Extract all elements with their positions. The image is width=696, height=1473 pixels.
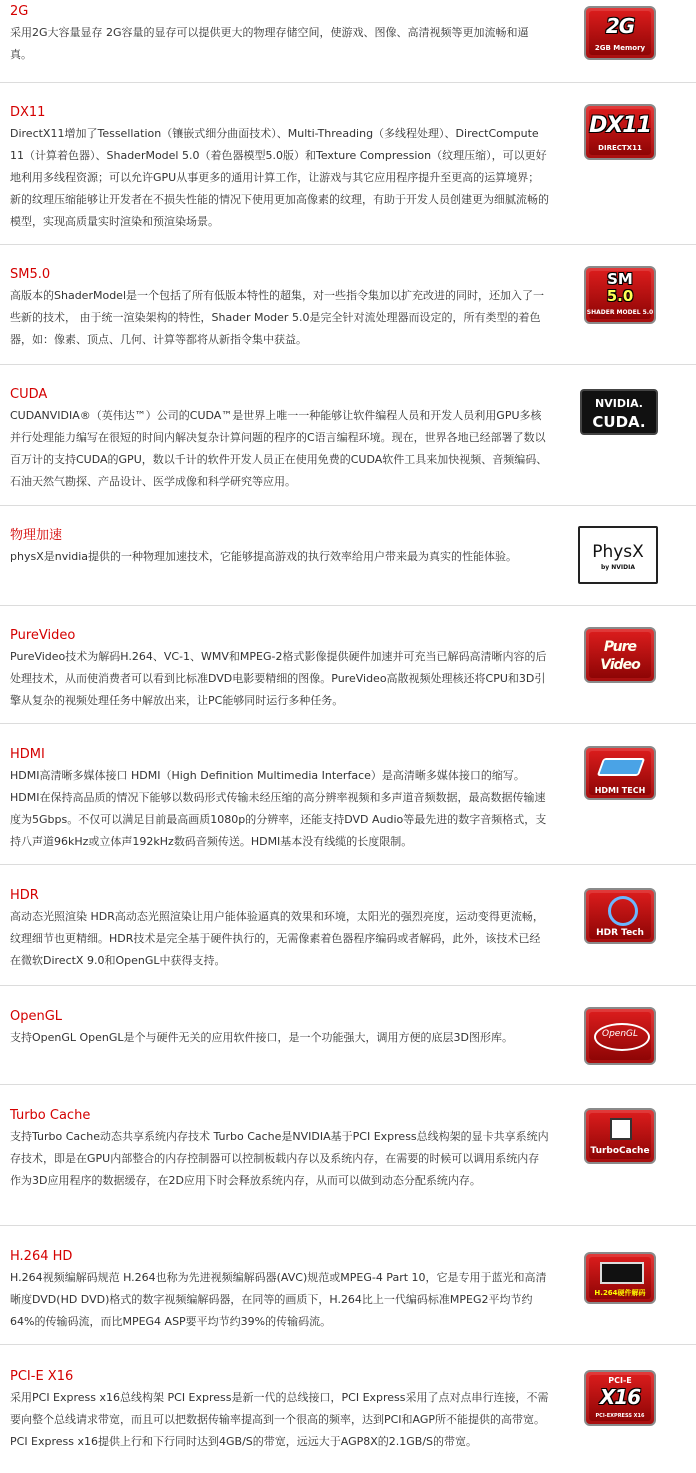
feature-cuda	[0, 385, 696, 505]
feature-description: physX是nvidia提供的一种物理加速技术，它能够提高游戏的执行效率给用户带来最为真实的性能体验。	[10, 550, 518, 563]
feature-title: CUDA	[10, 387, 48, 402]
feature-description: PureVideo技术为解码H.264、VC-1、WMV和MPEG-2格式影像提供硬件加速并可充当已解码高清晰内容的后处理技术，从而使消费者可以看到比标准DVD电影要精细的图像。PureVideo高散视频处理核还将CPU和3D引擎从复杂的视频处理任务中解放出来，让PC能够同时运行多种任务。	[10, 650, 547, 707]
feature-h264	[0, 1246, 696, 1344]
feature-title: 2G	[10, 4, 29, 19]
feature-description: H.264视频编解码规范 H.264也称为先进视频编解码器(AVC)规范或MPEG-4 Part 10，它是专用于蓝光和高清晰度DVD(HD DVD)格式的数字视频编解码器，在同等的画质下，H.264比上一代编码标准MPEG2平均节约64%的传输码流，而比MPEG4 ASP要平均节约39%的传输码流。	[10, 1271, 547, 1328]
divider	[0, 1225, 696, 1226]
divider	[0, 605, 696, 606]
feature-hdr	[0, 885, 696, 985]
divider	[0, 723, 696, 724]
feature-title: Turbo Cache	[10, 1108, 91, 1123]
feature-pcie-x16	[0, 1367, 696, 1473]
feature-description: DirectX11增加了Tessellation（镶嵌式细分曲面技术）、Multi-Threading（多线程处理）、DirectCompute 11（计算着色器）、ShaderModel 5.0（着色器模型5.0版）和Texture Compression（纹理压缩），可以更好地利用多线程资源；可以允许GPU从事更多的通用计算工作，让游戏与其它应用程序提升至更高的运算境界；新的纹理压缩能够让开发者在不损失性能的情况下使用更加高像素的纹理，有助于开发人员创建更为细腻流畅的模型，实现高质量实时渲染和预渲染场景。	[10, 127, 549, 228]
pcie-x16-icon: PCI-E X16 PCI-EXPRESS X16	[584, 1370, 656, 1426]
feature-description: 高动态光照渲染 HDR高动态光照渲染让用户能体验逼真的效果和环境，太阳光的强烈亮度，运动变得更流畅，纹理细节也更精细。HDR技术是完全基于硬件执行的，无需像素着色器程序编码或者解码，此外，该技术已经在微软DirectX 9.0和OpenGL中获得支持。	[10, 910, 544, 967]
divider	[0, 985, 696, 986]
feature-title: H.264 HD	[10, 1249, 73, 1264]
turbocache-icon: TurboCache	[584, 1108, 656, 1164]
divider	[0, 364, 696, 365]
divider	[0, 864, 696, 865]
physx-icon: PhysX by NVIDIA	[578, 526, 658, 584]
feature-description: CUDANVIDIA®（英伟达™）公司的CUDA™是世界上唯一一种能够让软件编程人员和开发人员利用GPU多核并行处理能力编写在很短的时间内解决复杂计算问题的程序的C语言编程环境。现在，世界各地已经部署了数以百万计的支持CUDA的GPU，数以千计的软件开发人员正在使用免费的CUDA软件工具来加快视频、音频编码、石油天然气勘探、产品设计、医学成像和科学研究等应用。	[10, 409, 548, 488]
feature-description: 采用2G大容量显存 2G容量的显存可以提供更大的物理存储空间，使游戏、图像、高清视频等更加流畅和逼真。	[10, 26, 529, 61]
divider	[0, 244, 696, 245]
divider	[0, 82, 696, 83]
feature-title: PCI-E X16	[10, 1369, 74, 1384]
feature-description: 支持Turbo Cache动态共享系统内存技术 Turbo Cache是NVIDIA基于PCI Express总线构架的显卡共享系统内存技术，即是在GPU内部整合的内存控制器可以控制板载内存以及系统内存，在需要的时候可以调用系统内存作为3D应用程序的数据缓存，在2D应用下时会释放系统内存，从而可以做到动态分配系统内存。	[10, 1130, 549, 1187]
feature-physx	[0, 525, 696, 605]
purevideo-icon: Pure Video	[584, 627, 656, 683]
nvidia-cuda-icon: NVIDIA. CUDA.	[580, 389, 658, 435]
feature-turbocache	[0, 1105, 696, 1225]
feature-purevideo	[0, 625, 696, 723]
feature-2g	[0, 0, 696, 82]
feature-description: HDMI高清晰多媒体接口 HDMI（High Definition Multimedia Interface）是高清晰多媒体接口的缩写。HDMI在保持高品质的情况下能够以数码形式传输未经压缩的高分辨率视频和多声道音频数据，最高数据传输速度为5Gbps。不仅可以满足目前最高画质1080p的分辨率，还能支持DVD Audio等最先进的数字音频格式，支持八声道96kHz或立体声192kHz数码音频传送。HDMI基本没有线缆的长度限制。	[10, 769, 547, 848]
feature-description: 支持OpenGL OpenGL是个与硬件无关的应用软件接口，是一个功能强大，调用方便的底层3D图形库。	[10, 1031, 514, 1044]
feature-description: 采用PCI Express x16总线构架 PCI Express是新一代的总线接口，PCI Express采用了点对点串行连接，不需要向整个总线请求带宽，而且可以把数据传输率提高到一个很高的频率，达到PCI和AGP所不能提供的高带宽。PCI Express x16提供上行和下行同时达到4GB/S的带宽，远远大于AGP8X的2.1GB/S的带宽。	[10, 1391, 549, 1448]
feature-title: HDR	[10, 888, 39, 903]
h264-icon: H.264硬件解码	[584, 1252, 656, 1304]
feature-description: 高版本的ShaderModel是一个包括了所有低版本特性的超集，对一些指令集加以扩充改进的同时，还加入了一些新的技术， 由于统一渲染架构的特性，Shader Moder 5.0是完全针对流处理器而设定的，所有类型的着色器，如：像素、顶点、几何、计算等都将从新指令集中获益。	[10, 289, 544, 346]
feature-title: DX11	[10, 105, 46, 120]
feature-hdmi	[0, 744, 696, 864]
hdmi-tech-icon: HDMI TECH	[584, 746, 656, 800]
feature-title: SM5.0	[10, 267, 51, 282]
memory-2gb-icon: 2G 2GB Memory	[584, 6, 656, 60]
feature-title: HDMI	[10, 747, 45, 762]
hdr-tech-icon: HDR Tech	[584, 888, 656, 944]
feature-title: 物理加速	[10, 528, 63, 543]
divider	[0, 505, 696, 506]
opengl-icon: OpenGL	[584, 1007, 656, 1065]
directx11-icon: DX11 DIRECTX11	[584, 104, 656, 160]
feature-title: OpenGL	[10, 1009, 63, 1024]
divider	[0, 1344, 696, 1345]
feature-sm50	[0, 264, 696, 364]
feature-title: PureVideo	[10, 628, 76, 643]
feature-dx11	[0, 100, 696, 244]
feature-opengl	[0, 1006, 696, 1084]
divider	[0, 1084, 696, 1085]
shader-model-5-icon: SM 5.0 SHADER MODEL 5.0	[584, 266, 656, 324]
